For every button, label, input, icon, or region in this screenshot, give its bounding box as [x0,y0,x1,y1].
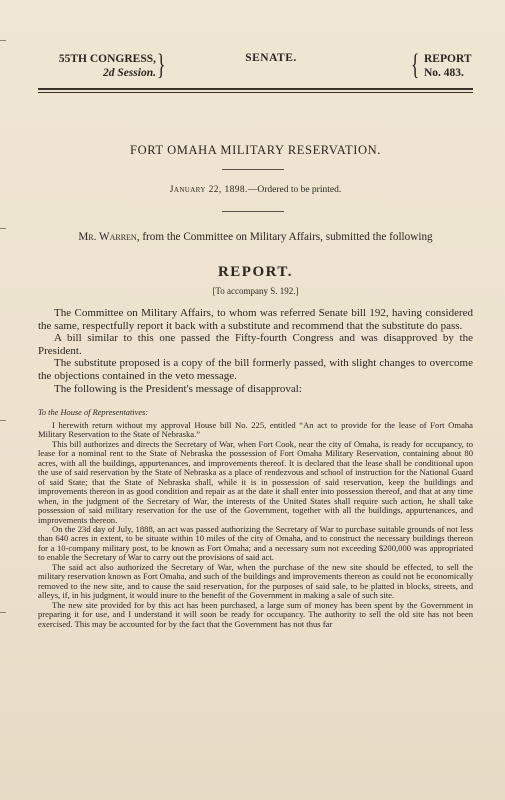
page-edge-mark [0,40,6,41]
report-number-block [424,52,484,80]
header-rule-thin [38,92,473,93]
chamber-label: SENATE. [245,52,297,64]
page-edge-mark [0,612,6,613]
speaker-name: Mr. Warren, [78,231,140,243]
title-divider [222,169,284,170]
page-edge-mark [0,420,6,421]
document-header [36,48,476,86]
left-brace-icon: { [410,48,420,81]
date-line [38,185,473,195]
report-number: No. 483. [424,67,464,79]
document-title: FORT OMAHA MILITARY RESERVATION. [130,143,381,157]
page-edge-mark [0,228,6,229]
intro-statement [38,230,473,244]
session-label: 2d Session. [102,67,156,79]
message-paragraph: I herewith return without my approval House bill No. 225, entitled “An act to provide for the lease of Fort Omaha Military Reservation to the State of Nebraska.” [38,420,473,440]
date-divider [222,211,284,212]
accompany-note: [To accompany S. 192.] [212,286,299,296]
body-paragraph: The substitute proposed is a copy of the bill formerly passed, with slight changes to overcome the objections contained in the veto message. [38,357,473,382]
report-heading: REPORT. [217,264,294,280]
message-paragraph: The new site provided for by this act has been purchased, a large sum of money has been spent by the Government in preparing it for use, and I understand it will soon be ready for occupancy. The authority to sell the old site has not been exercised. This may be accounted for by the fact that the Government has not thus far [38,599,473,629]
message-addressee: To the House of Representatives: [38,408,149,417]
body-paragraph: A bill similar to this one passed the Fifty-fourth Congress and was disapproved by the President. [38,332,473,357]
congress-label: 55TH CONGRESS, [58,53,156,65]
message-paragraph: This bill authorizes and directs the Secretary of War, when Fort Cook, near the city of Omaha, is ready for occupancy, to lease for a nominal rent to the State of Nebraska the possession of Fort Omaha Military Reservation, containing about 80 acres, with all the buildings, appurtenances, and improvements thereof. It is declared that the lease shall be conditional upon the use of said reservation by the State of Nebraska as a place of rendezvous and school of instruction for the National Guard of said State; that the State of Nebraska shall, while it is in possession of said reservation, keep the buildings and improvements thereon in as good condition and repair as at the date it shall enter into possession thereof, and that at any time when, in the judgment of the Secretary of War, the interests of the United States shall require such action, he shall take possession of said military reservation for the use of the Government, together with all the buildings, appurtenances, and improvements thereon. [38,438,473,525]
body-paragraph: The following is the President's message of disapproval: [54,382,302,395]
intro-text: from the Committee on Military Affairs, submitted the following [139,231,433,243]
report-body [38,307,473,395]
date-text: January 22, 1898. [169,185,248,195]
body-paragraph: The Committee on Military Affairs, to whom was referred Senate bill 192, having considered the same, respectfully report it back with a substitute and recommend that the substitute do pass. [38,307,473,332]
header-rule-thick [38,88,473,90]
message-paragraph: The said act also authorized the Secretary of War, when the purchase of the new site should be effected, to sell the military reservation known as Fort Omaha, and such of the buildings and improvements thereon as could not be economically removed to the new site, and to cause the said reservation, for the purposes of said sale, to be platted in blocks, streets, and alleys, if, in his judgment, it would inure to the benefit of the Government in making a sale of such site. [38,561,473,601]
report-label: REPORT [424,53,472,65]
ordered-text: —Ordered to be printed. [247,185,342,195]
congress-session-block [36,52,156,80]
president-message [38,421,473,629]
right-brace-icon: } [156,48,166,81]
message-paragraph: On the 23d day of July, 1888, an act was passed authorizing the Secretary of War to purchase suitable grounds of not less than 640 acres in extent, to be situate within 10 miles of the city of Omaha, and to construct the necessary buildings thereon for a 10-company military post, to be known as Fort Omaha; and a necessary sum not exceeding $200,000 was appropriated to enable the Secretary of War to carry out the provisions of said act. [38,523,473,563]
